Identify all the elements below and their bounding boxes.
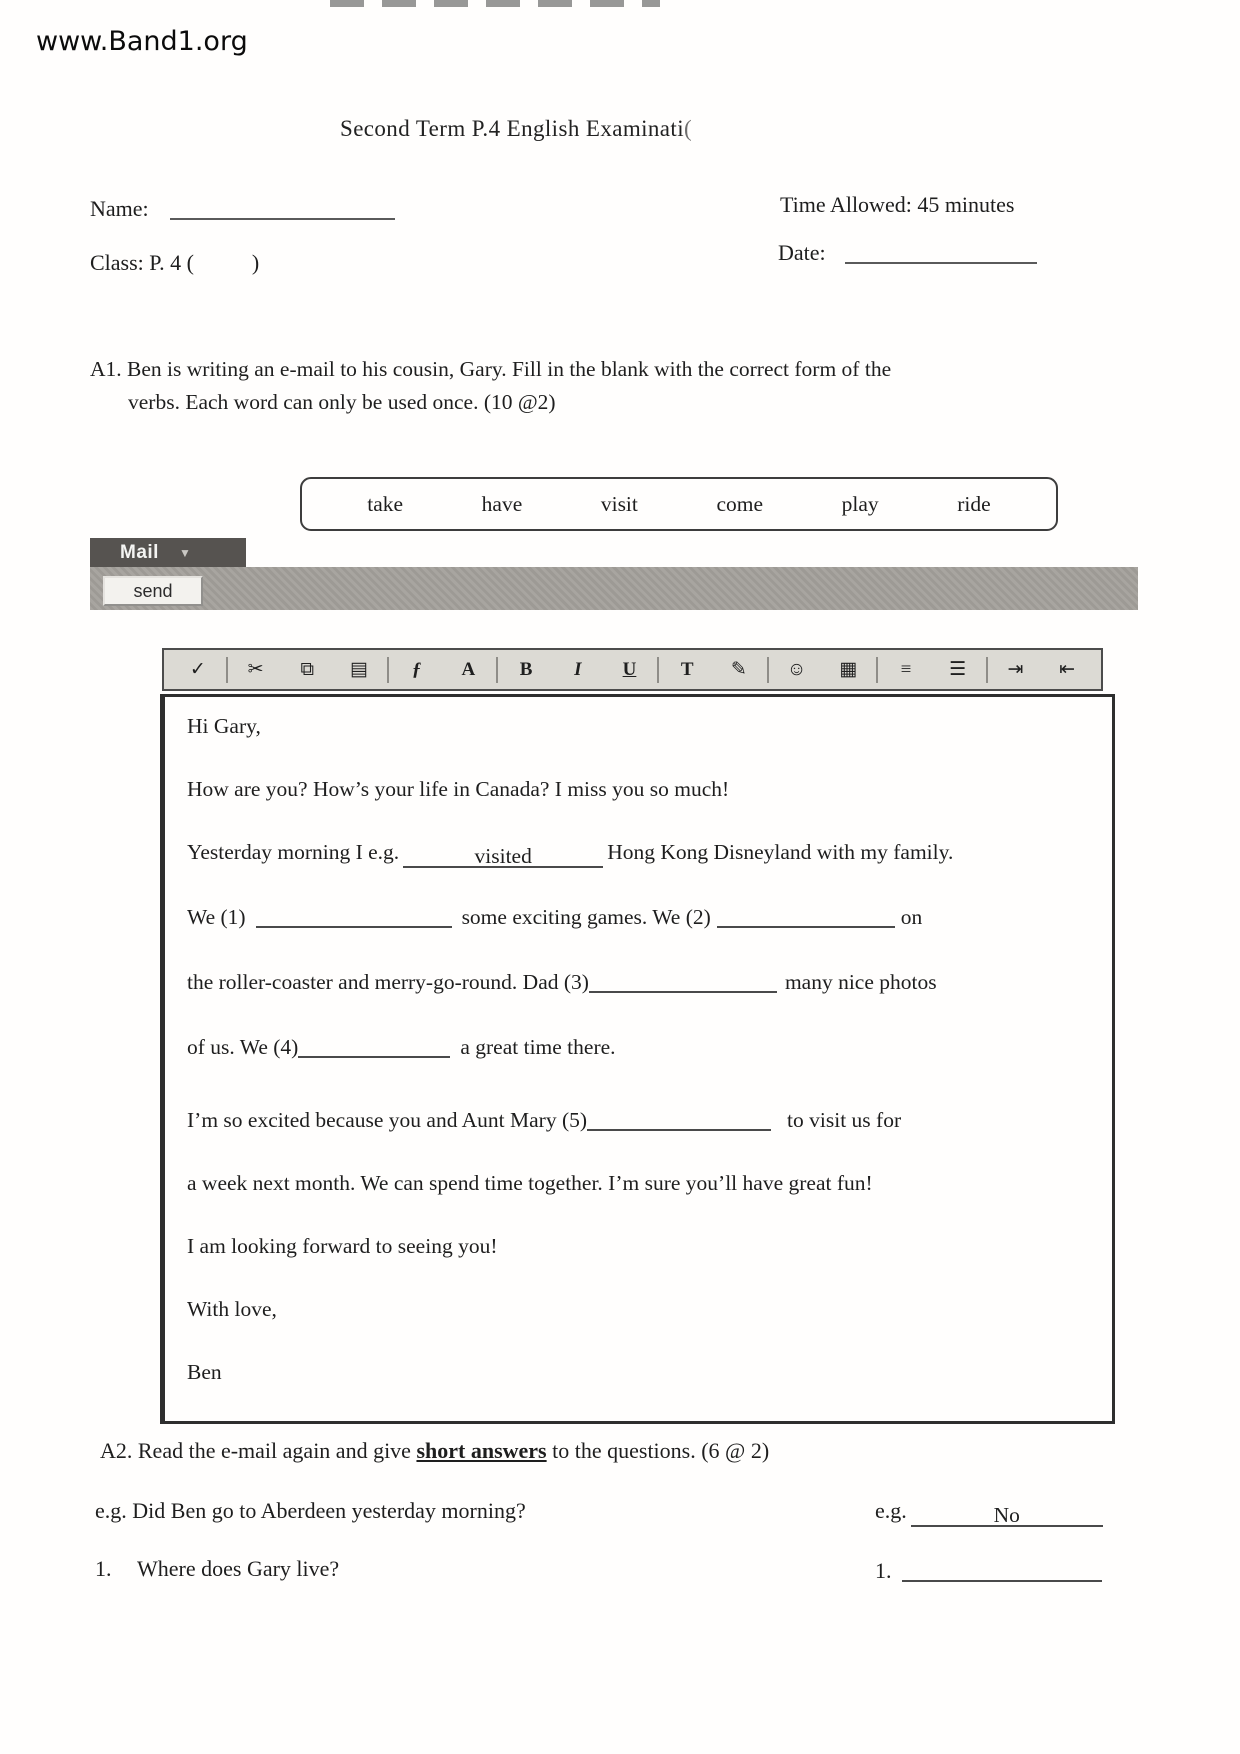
mail-tab[interactable] (90, 538, 246, 568)
time-allowed: Time Allowed: 45 minutes (780, 192, 1015, 217)
smiley-icon[interactable]: ☺ (786, 658, 807, 680)
answer-blank-1 (256, 906, 452, 928)
a2-answer-1 (875, 1556, 1102, 1584)
email-text: to visit us for (787, 1108, 902, 1132)
answer-blank-5 (587, 1109, 771, 1131)
example-answer-text: visited (474, 844, 532, 868)
font-icon[interactable]: ƒ (411, 658, 422, 680)
a2-example-answer-text: No (993, 1503, 1020, 1527)
email-text: on (900, 905, 923, 929)
page-title (340, 116, 692, 142)
date-field-row (778, 240, 1037, 266)
answer-blank-3 (589, 971, 777, 993)
a2-answer-1-label: 1. (875, 1558, 892, 1583)
name-blank-line (170, 218, 395, 220)
class-field-row (90, 250, 259, 276)
a2-question-1-number: 1. (95, 1556, 112, 1581)
a2-example-row (95, 1498, 1115, 1527)
underline-icon[interactable]: U (622, 658, 637, 680)
answer-blank-2 (717, 906, 895, 928)
a2-answer-1-line (902, 1560, 1102, 1582)
email-paragraph-with-example-blank (187, 839, 1090, 866)
a1-instruction-line1: A1. Ben is writing an e-mail to his cousin, Gary. Fill in the blank with the correct form of the (90, 357, 892, 381)
section-a2-instructions (100, 1438, 769, 1464)
list-icon[interactable]: ☰ (949, 659, 967, 680)
word-bank-word: play (841, 491, 879, 516)
a2-instruction-text: to the questions. (6 @ 2) (546, 1438, 770, 1463)
a2-question-1-text: Where does Gary live? (137, 1556, 340, 1581)
email-signature: Ben (187, 1360, 222, 1384)
word-bank-word: ride (957, 491, 991, 516)
a2-instruction-text: A2. Read the e-mail again and give (100, 1438, 417, 1463)
class-label: Class: P. 4 ( (90, 250, 194, 275)
email-paragraph: I am looking forward to seeing you! (187, 1234, 498, 1258)
email-text: We (1) (187, 905, 246, 929)
email-text: I’m so excited because you and Aunt Mary (5) (187, 1108, 588, 1132)
a2-question-1 (95, 1556, 339, 1581)
cut-icon[interactable]: ✂ (247, 659, 264, 680)
email-greeting: Hi Gary, (187, 714, 261, 738)
email-paragraph-blank-5 (187, 1105, 1090, 1134)
email-text: of us. We (4) (187, 1035, 299, 1059)
paste-icon[interactable]: ▤ (349, 659, 368, 680)
email-text: Hong Kong Disneyland with my family. (607, 840, 954, 864)
align-icon[interactable]: ≡ (900, 658, 912, 680)
indent-icon[interactable]: ⇥ (1007, 659, 1024, 680)
toolbar-divider (496, 657, 498, 683)
answer-blank-4 (298, 1036, 450, 1058)
email-text: many nice photos (784, 970, 937, 994)
date-blank-line (845, 262, 1037, 264)
watermark: www.Band1.org (36, 26, 248, 57)
email-paragraph: How are you? How’s your life in Canada? I miss you so much! (187, 777, 730, 801)
email-text: some exciting games. We (2) (461, 905, 711, 929)
example-answer-blank (403, 846, 603, 868)
name-field-row (90, 196, 395, 222)
toolbar-divider (986, 657, 988, 683)
a1-instruction-line2: verbs. Each word can only be used once. (10 @2) (128, 390, 556, 414)
word-bank-word: take (367, 491, 404, 516)
email-text: the roller-coaster and merry-go-round. Dad (3) (187, 970, 589, 994)
email-body-editor[interactable] (160, 694, 1115, 1424)
email-closing: With love, (187, 1297, 277, 1321)
send-button[interactable]: send (103, 576, 203, 606)
name-label: Name: (90, 196, 149, 221)
scan-artifact (330, 0, 660, 7)
a2-example-question: e.g. Did Ben go to Aberdeen yesterday morning? (95, 1498, 526, 1523)
spellcheck-icon[interactable]: ✓ (189, 659, 206, 680)
highlight-icon[interactable]: A (461, 658, 476, 680)
email-paragraph: a week next month. We can spend time together. I’m sure you’ll have great fun! (187, 1171, 873, 1195)
a2-example-answer (875, 1498, 1103, 1527)
copy-icon[interactable]: ⧉ (300, 658, 315, 680)
word-bank-word: visit (600, 491, 638, 516)
image-icon[interactable]: ▦ (839, 659, 858, 680)
bold-icon[interactable]: B (519, 658, 533, 680)
word-bank-word: come (716, 491, 764, 516)
pencil-icon[interactable]: ✎ (730, 659, 747, 680)
outdent-icon[interactable]: ⇤ (1059, 659, 1076, 680)
toolbar-divider (226, 657, 228, 683)
email-formatting-toolbar (162, 648, 1103, 691)
a2-example-answer-label: e.g. (875, 1498, 907, 1523)
a2-question-1-row (95, 1556, 1115, 1582)
email-paragraph-blank-4 (187, 1032, 1090, 1061)
email-text: a great time there. (460, 1035, 616, 1059)
toolbar-divider (876, 657, 878, 683)
a2-short-answers-emphasis: short answers (416, 1438, 547, 1463)
email-text: Yesterday morning I e.g. (187, 840, 400, 864)
email-paragraph-blank-1-2 (187, 902, 1090, 931)
a2-example-answer-line (911, 1505, 1103, 1527)
page-title-cutoff-fragment: ( (684, 116, 693, 141)
chevron-down-icon: ▼ (178, 546, 192, 560)
page-title-text: Second Term P.4 English Examinati (340, 116, 684, 141)
mail-action-bar (90, 567, 1138, 610)
toolbar-divider (767, 657, 769, 683)
italic-icon[interactable]: I (574, 658, 582, 680)
section-a1-instructions (90, 353, 1100, 419)
text-color-icon[interactable]: T (680, 658, 694, 680)
toolbar-divider (657, 657, 659, 683)
email-paragraph-blank-3 (187, 967, 1090, 996)
word-bank-word: have (481, 491, 523, 516)
word-bank (300, 477, 1058, 531)
date-label: Date: (778, 240, 826, 265)
toolbar-divider (387, 657, 389, 683)
class-paren-close: ) (251, 250, 260, 275)
mail-tab-label: Mail (120, 542, 159, 563)
